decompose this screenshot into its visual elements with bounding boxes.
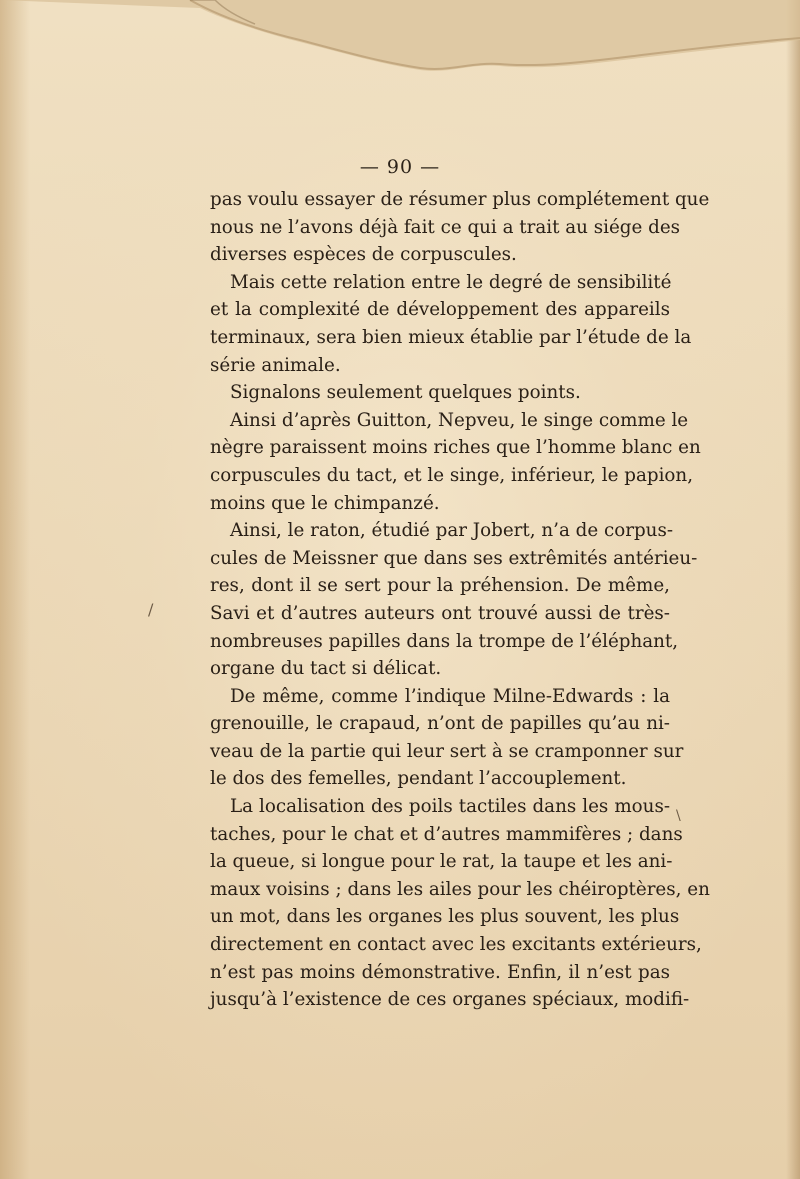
text-line: moins que le chimpanzé.: [210, 492, 440, 514]
text-line: La localisation des poils tactiles dans les mous-: [230, 796, 670, 818]
page-number: — 90 —: [359, 156, 441, 178]
text-line: nombreuses papilles dans la trompe de l’éléphant,: [210, 630, 679, 652]
text-line: nègre paraissent moins riches que l’homme blanc en: [210, 437, 701, 459]
text-line: un mot, dans les organes les plus souvent, les plus: [210, 906, 680, 928]
torn-paper-top: [0, 0, 800, 90]
text-line: et la complexité de développement des appareils: [210, 299, 670, 321]
text-line: série animale.: [210, 354, 341, 376]
body-text: [210, 186, 710, 1014]
text-line: Signalons seulement quelques points.: [230, 382, 581, 404]
text-line: organe du tact si délicat.: [210, 658, 442, 680]
text-line: pas voulu essayer de résumer plus complétement que: [210, 189, 710, 210]
text-line: cules de Meissner que dans ses extrêmités antérieu-: [210, 547, 698, 569]
text-line: veau de la partie qui leur sert à se cramponner sur: [210, 740, 684, 762]
text-line: grenouille, le crapaud, n’ont de papilles qu’au ni-: [210, 713, 670, 735]
text-line: Ainsi d’après Guitton, Nepveu, le singe comme le: [230, 409, 689, 431]
text-line: jusqu’à l’existence de ces organes spéciaux, modifi-: [210, 989, 690, 1011]
text-line: nous ne l’avons déjà fait ce qui a trait au siége des: [210, 216, 681, 238]
text-line: Mais cette relation entre le degré de sensibilité: [230, 271, 672, 293]
pencil-mark: /: [148, 600, 154, 619]
text-line: directement en contact avec les excitants extérieurs,: [210, 934, 702, 956]
text-line: Ainsi, le raton, étudié par Jobert, n’a de corpus-: [230, 520, 674, 542]
text-line: De même, comme l’indique Milne-Edwards : la: [230, 685, 670, 707]
text-line: terminaux, sera bien mieux établie par l’étude de la: [210, 326, 692, 348]
text-line: res, dont il se sert pour la préhension. De même,: [210, 575, 670, 597]
text-line: Savi et d’autres auteurs ont trouvé aussi de très-: [210, 602, 670, 624]
text-line: maux voisins ; dans les ailes pour les chéiroptères, en: [210, 878, 710, 900]
text-line: la queue, si longue pour le rat, la taupe et les ani-: [210, 851, 673, 873]
text-line: le dos des femelles, pendant l’accouplement.: [210, 768, 627, 790]
text-line: diverses espèces de corpuscules.: [210, 244, 517, 266]
text-line: taches, pour le chat et d’autres mammifères ; dans: [210, 823, 683, 845]
pencil-mark: \: [676, 808, 681, 824]
text-line: corpuscules du tact, et le singe, inférieur, le papion,: [210, 464, 694, 486]
text-line: n’est pas moins démonstrative. Enfin, il n’est pas: [210, 961, 670, 983]
